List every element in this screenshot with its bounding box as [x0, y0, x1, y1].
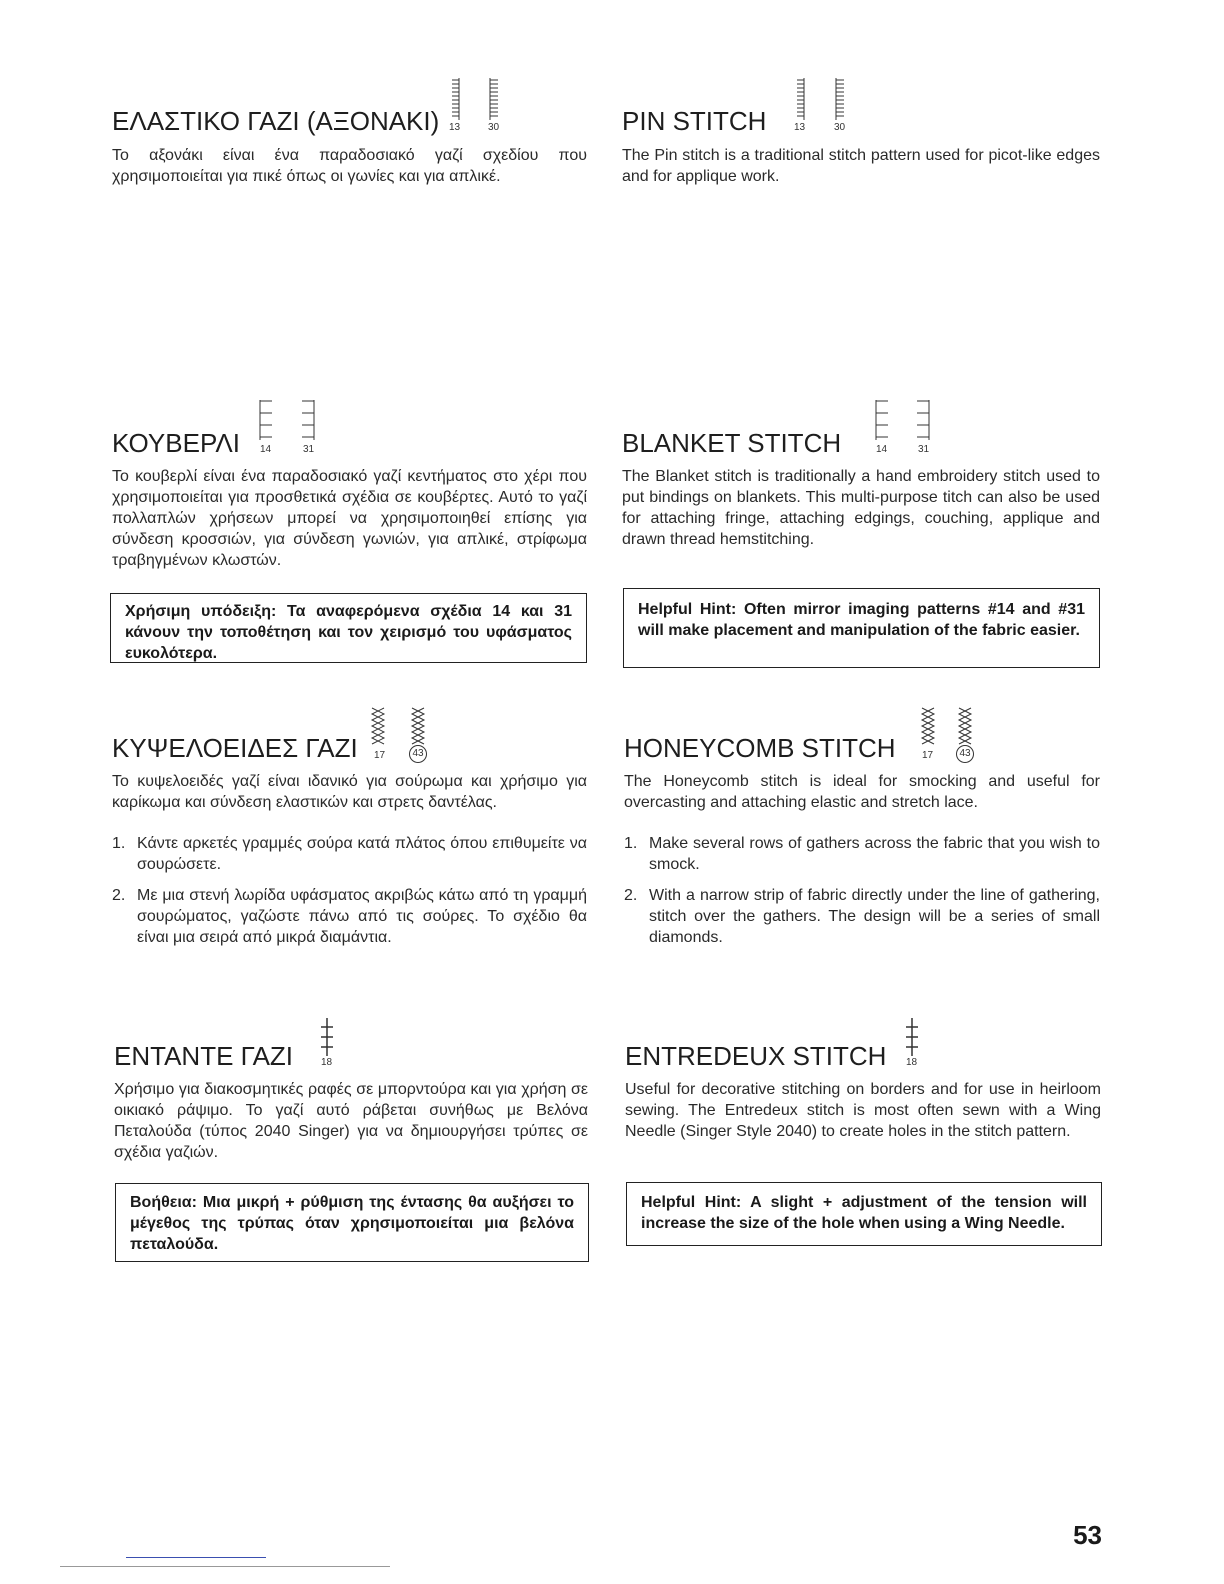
section-body: The Blanket stitch is traditionally a hand embroidery stitch used to put bindings on blankets. This multi-purpose titch can also be used for attaching fringe, attaching edgings, couching, applique and drawn thread hemstitching.	[622, 468, 1100, 548]
section-body: The Honeycomb stitch is ideal for smocking and useful for overcasting and attaching elastic and stretch lace.	[624, 773, 1100, 811]
pattern-number: 18	[321, 1057, 333, 1068]
step-text: With a narrow strip of fabric directly under the line of gathering, stitch over the gathers. The design will be a series of small diamonds.	[649, 887, 1100, 946]
step-text: Κάντε αρκετές γραμμές σούρα κατά πλάτος όπου επιθυμείτε να σουρώσετε.	[137, 835, 587, 873]
steps-list	[112, 833, 587, 958]
pin-stitch-icon	[448, 78, 462, 122]
section-body: Το κουβερλί είναι ένα παραδοσιακό γαζί κεντήματος στο χέρι που χρησιμοποιείται για προσθετικά σχέδια σε κουβέρτες. Αυτό το γαζί πολλαπλών χρήσεων μπορεί να χρησιμοποιηθεί επίσης για σύνδεση κροσσιών, για σύνδεση γωνιών, για απλικέ, στρίφωμα τραβηγμένων κλωστών.	[112, 468, 587, 569]
pattern-number: 13	[449, 122, 461, 133]
list-item	[624, 885, 1100, 948]
section-body: The Pin stitch is a traditional stitch pattern used for picot-like edges and for applique work.	[622, 147, 1100, 185]
pattern-number: 31	[303, 444, 315, 455]
blanket-stitch-icon	[258, 400, 274, 440]
section-body: Χρήσιμο για διακοσμητικές ραφές σε μπορντούρα και για χρήση σε οικιακό ράψιμο. Το γαζί αυτό ράβεται συνήθως με Βελόνα Πεταλούδα (τύπος 2040 Singer) για να δημιουργήσει τρύπες σε σχέδια γαζιών.	[114, 1081, 588, 1161]
step-text: Με μια στενή λωρίδα υφάσματος ακριβώς κάτω από τη γραμμή σουρώματος, γαζώστε πάνω από τις σούρες. Το σχέδιο θα είναι μια σειρά από μικρά διαμάντια.	[137, 887, 587, 946]
pattern-number: 14	[876, 444, 888, 455]
honeycomb-stitch-icon	[920, 706, 936, 746]
step-text: Make several rows of gathers across the fabric that you wish to smock.	[649, 835, 1100, 873]
entredeux-stitch-icon	[319, 1018, 335, 1056]
section-title: ΕΝΤΑΝΤΕ ΓΑΖΙ	[114, 1041, 294, 1071]
step-number: 1.	[624, 835, 638, 852]
pattern-number: 30	[488, 122, 500, 133]
entredeux-stitch-icon	[904, 1018, 920, 1056]
section-title: ΚΟΥΒΕΡΛΙ	[112, 428, 240, 458]
pin-stitch-mirror-icon	[488, 78, 502, 122]
list-item	[112, 885, 587, 948]
footer-link-rule	[126, 1557, 266, 1558]
blanket-stitch-icon	[874, 400, 890, 440]
blanket-stitch-mirror-icon	[915, 400, 931, 440]
honeycomb-stitch-icon	[370, 706, 386, 746]
honeycomb-stitch-icon	[957, 706, 973, 746]
pin-stitch-icon	[793, 78, 807, 122]
section-body: Το κυψελοειδές γαζί είναι ιδανικό για σούρωμα και χρήσιμο για καρίκωμα και σύνδεση ελαστικών και στρετς δαντέλας.	[112, 773, 587, 811]
step-number: 2.	[112, 887, 126, 904]
list-item	[624, 833, 1100, 875]
pattern-number: 31	[918, 444, 930, 455]
blanket-stitch-mirror-icon	[300, 400, 316, 440]
helpful-hint-box: Χρήσιμη υπόδειξη: Τα αναφερόμενα σχέδια 14 και 31 κάνουν την τοποθέτηση και τον χειρισμό του υφάσματος ευκολότερα.	[110, 593, 587, 663]
pattern-number: 17	[922, 750, 934, 761]
step-number: 2.	[624, 887, 638, 904]
pattern-number: 17	[374, 750, 386, 761]
section-title: HONEYCOMB STITCH	[624, 733, 896, 763]
helpful-hint-box: Βοήθεια: Μια μικρή + ρύθμιση της έντασης θα αυξήσει το μέγεθος της τρύπας όταν χρησιμοποιείται μια βελόνα πεταλούδα.	[115, 1183, 589, 1262]
pattern-number-circled: 43	[409, 745, 427, 763]
honeycomb-stitch-icon	[410, 706, 426, 746]
helpful-hint-box: Helpful Hint: Often mirror imaging patterns #14 and #31 will make placement and manipulation of the fabric easier.	[623, 588, 1100, 668]
helpful-hint-box: Helpful Hint: A slight + adjustment of the tension will increase the size of the hole when using a Wing Needle.	[626, 1182, 1102, 1246]
pin-stitch-mirror-icon	[834, 78, 848, 122]
section-title: ΚΥΨΕΛΟΕΙΔΕΣ ΓΑΖΙ	[112, 733, 358, 763]
section-title: BLANKET STITCH	[622, 428, 842, 458]
pattern-number: 30	[834, 122, 846, 133]
section-body: Useful for decorative stitching on borders and for use in heirloom sewing. The Entredeux stitch is most often sewn with a Wing Needle (Singer Style 2040) to create holes in the stitch pattern.	[625, 1081, 1101, 1140]
section-body: Το αξονάκι είναι ένα παραδοσιακό γαζί σχεδίου που χρησιμοποιείται για πικέ όπως οι γωνίες και για απλικέ.	[112, 147, 587, 185]
section-title: ENTREDEUX STITCH	[625, 1041, 887, 1071]
pattern-number: 18	[906, 1057, 918, 1068]
pattern-number: 14	[260, 444, 272, 455]
pattern-number: 13	[794, 122, 806, 133]
list-item	[112, 833, 587, 875]
footer-rule	[60, 1566, 390, 1567]
step-number: 1.	[112, 835, 126, 852]
pattern-number-circled: 43	[956, 745, 974, 763]
steps-list	[624, 833, 1100, 958]
section-title: PIN STITCH	[622, 106, 767, 136]
section-title: ΕΛΑΣΤΙΚΟ ΓΑΖΙ (ΑΞΟΝΑΚΙ)	[112, 106, 440, 136]
page-number: 53	[1073, 1520, 1102, 1550]
